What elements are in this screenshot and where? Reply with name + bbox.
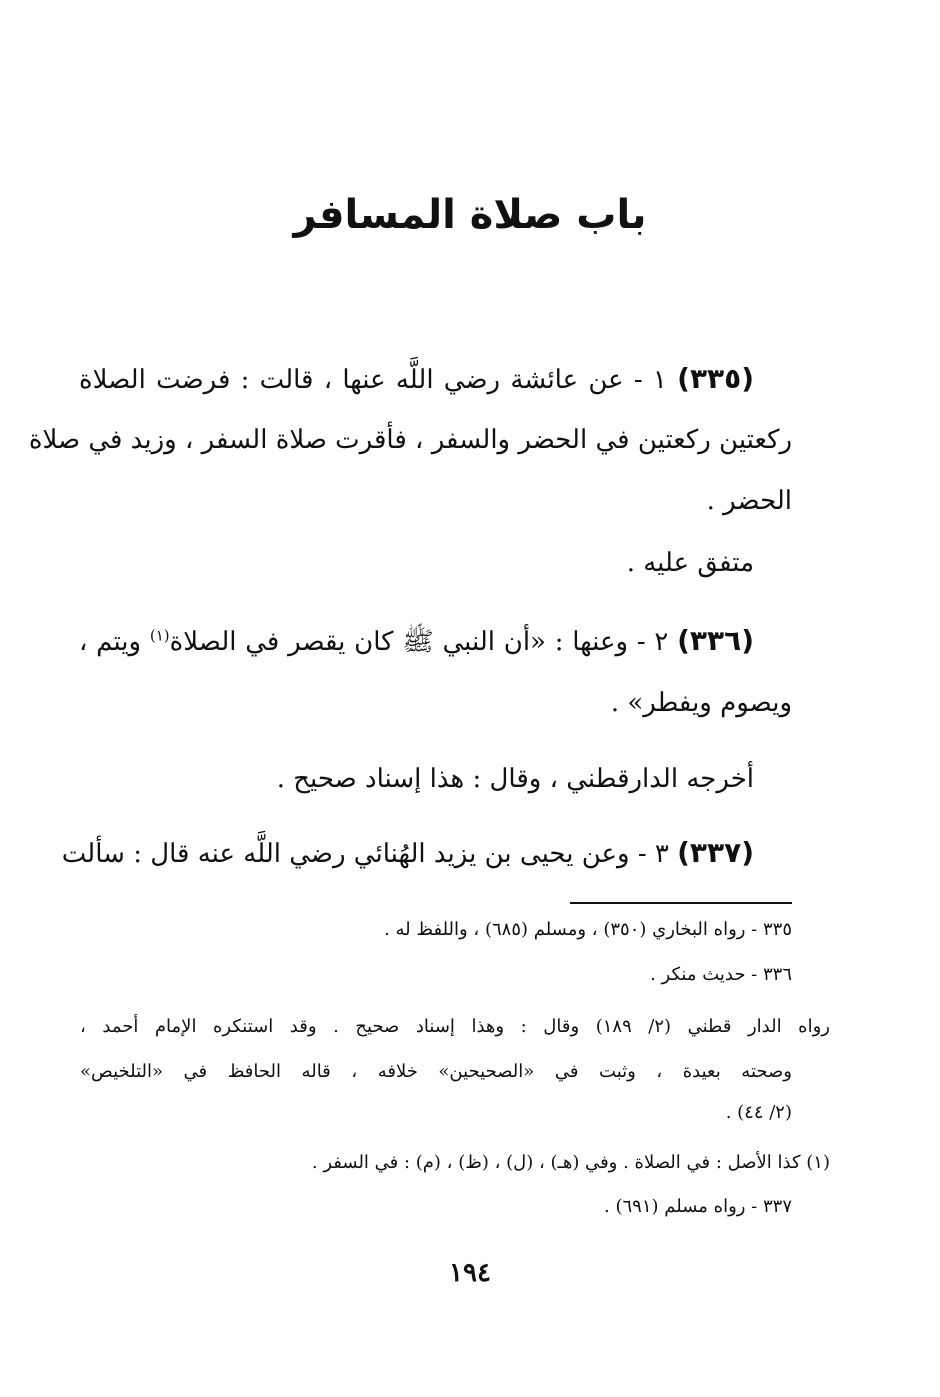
chapter-title: باب صلاة المسافر xyxy=(293,192,647,238)
footnote-336: ٣٣٦ - حديث منكر . xyxy=(650,964,792,985)
footnote-336-detail-3: (٢/ ٤٤) . xyxy=(725,1102,792,1123)
footnote-336-detail-1: رواه الدار قطني (٢/ ١٨٩) وقال : وهذا إسناد صحيح . وقد استنكره الإمام أحمد ، xyxy=(80,1016,830,1037)
hadith-337-number: (٣٣٧) xyxy=(677,836,754,869)
hadith-335-number: (٣٣٥) xyxy=(677,362,755,395)
hadith-336-text-1a: ٢ - وعنها : «أن النبي ﷺ كان يقصر في الصلاة xyxy=(169,627,669,657)
hadith-335-line-1 xyxy=(79,362,754,395)
hadith-336-source: أخرجه الدارقطني ، وقال : هذا إسناد صحيح . xyxy=(276,764,754,794)
hadith-336-text-1b: ويتم ، xyxy=(79,627,150,657)
hadith-335-text-1: ١ - عن عائشة رضي اللَّه عنها ، قالت : فرضت الصلاة xyxy=(79,365,667,395)
hadith-335-line-2: ركعتين ركعتين في الحضر والسفر ، فأقرت صلاة السفر ، وزيد في صلاة xyxy=(28,425,792,455)
footnote-337: ٣٣٧ - رواه مسلم (٦٩١) . xyxy=(604,1196,792,1217)
hadith-337-line-1 xyxy=(61,836,754,869)
footnote-separator xyxy=(570,902,792,904)
footnote-336-detail-2: وصحته بعيدة ، وثبت في «الصحيحين» خلافه ، قاله الحافظ في «التلخيص» xyxy=(80,1061,792,1082)
hadith-336-number: (٣٣٦) xyxy=(677,624,754,657)
hadith-335-source: متفق عليه . xyxy=(626,548,754,578)
footnote-marker-1: (١) xyxy=(149,626,170,645)
footnote-1: (١) كذا الأصل : في الصلاة . وفي (هـ) ، (ل) ، (ظ) ، (م) : في السفر . xyxy=(311,1152,830,1173)
page-number: ١٩٤ xyxy=(449,1258,491,1288)
hadith-336-line-2: ويصوم ويفطر» . xyxy=(610,688,792,718)
footnote-335: ٣٣٥ - رواه البخاري (٣٥٠) ، ومسلم (٦٨٥) ، واللفظ له . xyxy=(384,919,792,940)
hadith-337-text-1: ٣ - وعن يحيى بن يزيد الهُنائي رضي اللَّه عنه قال : سألت xyxy=(61,839,669,869)
hadith-336-line-1 xyxy=(79,624,754,663)
hadith-335-line-3: الحضر . xyxy=(706,486,792,516)
